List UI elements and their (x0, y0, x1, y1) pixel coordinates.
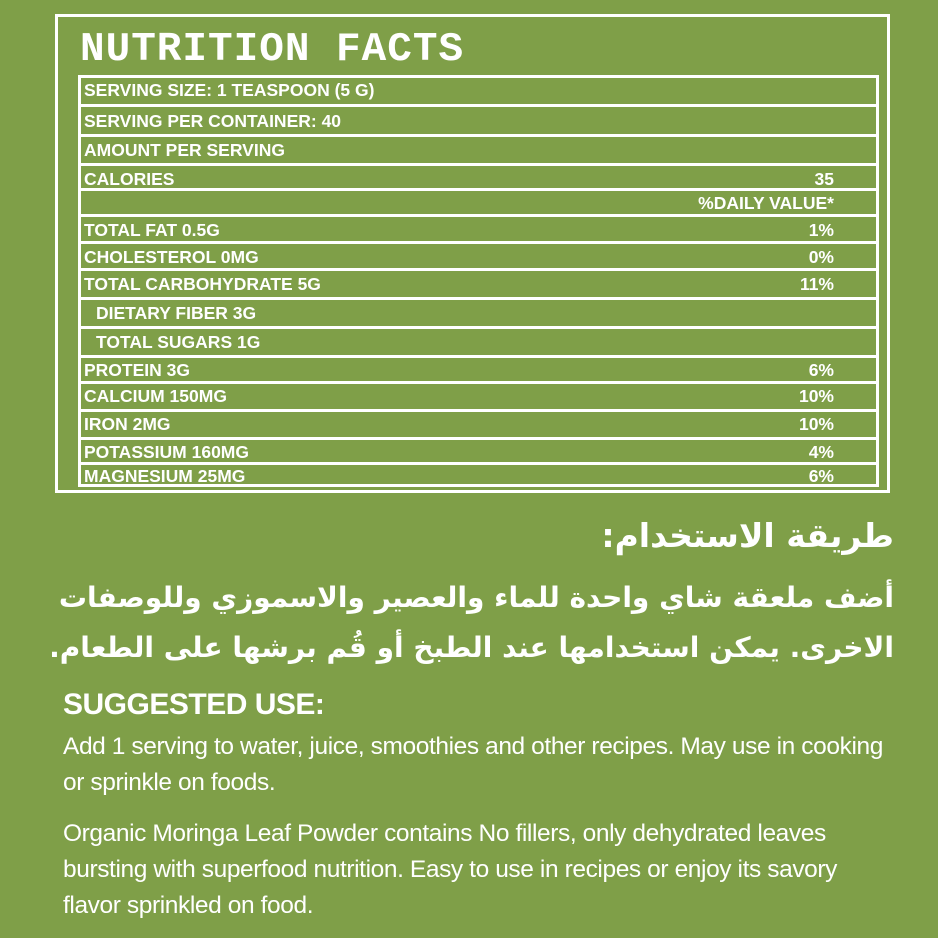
divider (78, 241, 879, 244)
divider (78, 326, 879, 329)
divider (78, 214, 879, 217)
divider (78, 297, 879, 300)
row-value: 6% (808, 360, 834, 380)
row-label: MAGNESIUM 25MG (84, 466, 246, 486)
divider (78, 163, 879, 166)
arabic-usage-text: أضف ملعقة شاي واحدة للماء والعصير والاسموزي وللوصفات الاخرى. يمكن استخدامها عند الطبخ أو قُم برشها على الطعام. (49, 581, 894, 664)
divider (78, 268, 879, 271)
row-label: DIETARY FIBER 3G (96, 303, 257, 323)
row-label: IRON 2MG (84, 414, 171, 434)
row-label: PROTEIN 3G (84, 360, 190, 380)
divider (78, 355, 879, 358)
row-label: POTASSIUM 160MG (84, 442, 249, 462)
row-label: SERVING PER CONTAINER: 40 (84, 111, 342, 131)
divider (78, 462, 879, 465)
divider (78, 188, 879, 191)
row-label: CHOLESTEROL 0MG (84, 247, 259, 267)
row-label: SERVING SIZE: 1 TEASPOON (5 G) (84, 80, 375, 100)
row-label: CALCIUM 150MG (84, 386, 227, 406)
divider (78, 104, 879, 107)
suggested-use-title: SUGGESTED USE: (63, 688, 325, 721)
divider (78, 134, 879, 137)
row-label: AMOUNT PER SERVING (84, 140, 285, 160)
cell-divider (876, 75, 879, 487)
divider (78, 409, 879, 412)
row-value: 4% (808, 442, 834, 462)
row-value: 10% (798, 386, 834, 406)
row-value: 35 (814, 169, 834, 189)
divider (78, 437, 879, 440)
suggested-use-text: Add 1 serving to water, juice, smoothies and other recipes. May use in cooking or sprinkle on foods. (63, 733, 883, 796)
row-label: TOTAL FAT 0.5G (84, 220, 220, 240)
nutrition-facts-title: NUTRITION FACTS (80, 27, 465, 73)
row-value: 0% (808, 247, 834, 267)
divider (78, 381, 879, 384)
arabic-usage-title: طريقة الاستخدام: (601, 516, 894, 555)
row-label: TOTAL SUGARS 1G (96, 332, 261, 352)
cell-divider (78, 75, 81, 487)
row-label: TOTAL CARBOHYDRATE 5G (84, 274, 321, 294)
row-value: 6% (808, 466, 834, 486)
divider (78, 75, 879, 78)
row-label: CALORIES (84, 169, 175, 189)
row-value: 10% (798, 414, 834, 434)
nutrition-facts-panel (55, 14, 890, 493)
row-value: 11% (799, 274, 834, 294)
daily-value-header: %DAILY VALUE* (698, 193, 834, 213)
product-description: Organic Moringa Leaf Powder contains No fillers, only dehydrated leaves bursting with superfood nutrition. Easy to use in recipes or enjoy its savory flavor sprinkled on food. (63, 820, 838, 919)
row-value: 1% (808, 220, 834, 240)
